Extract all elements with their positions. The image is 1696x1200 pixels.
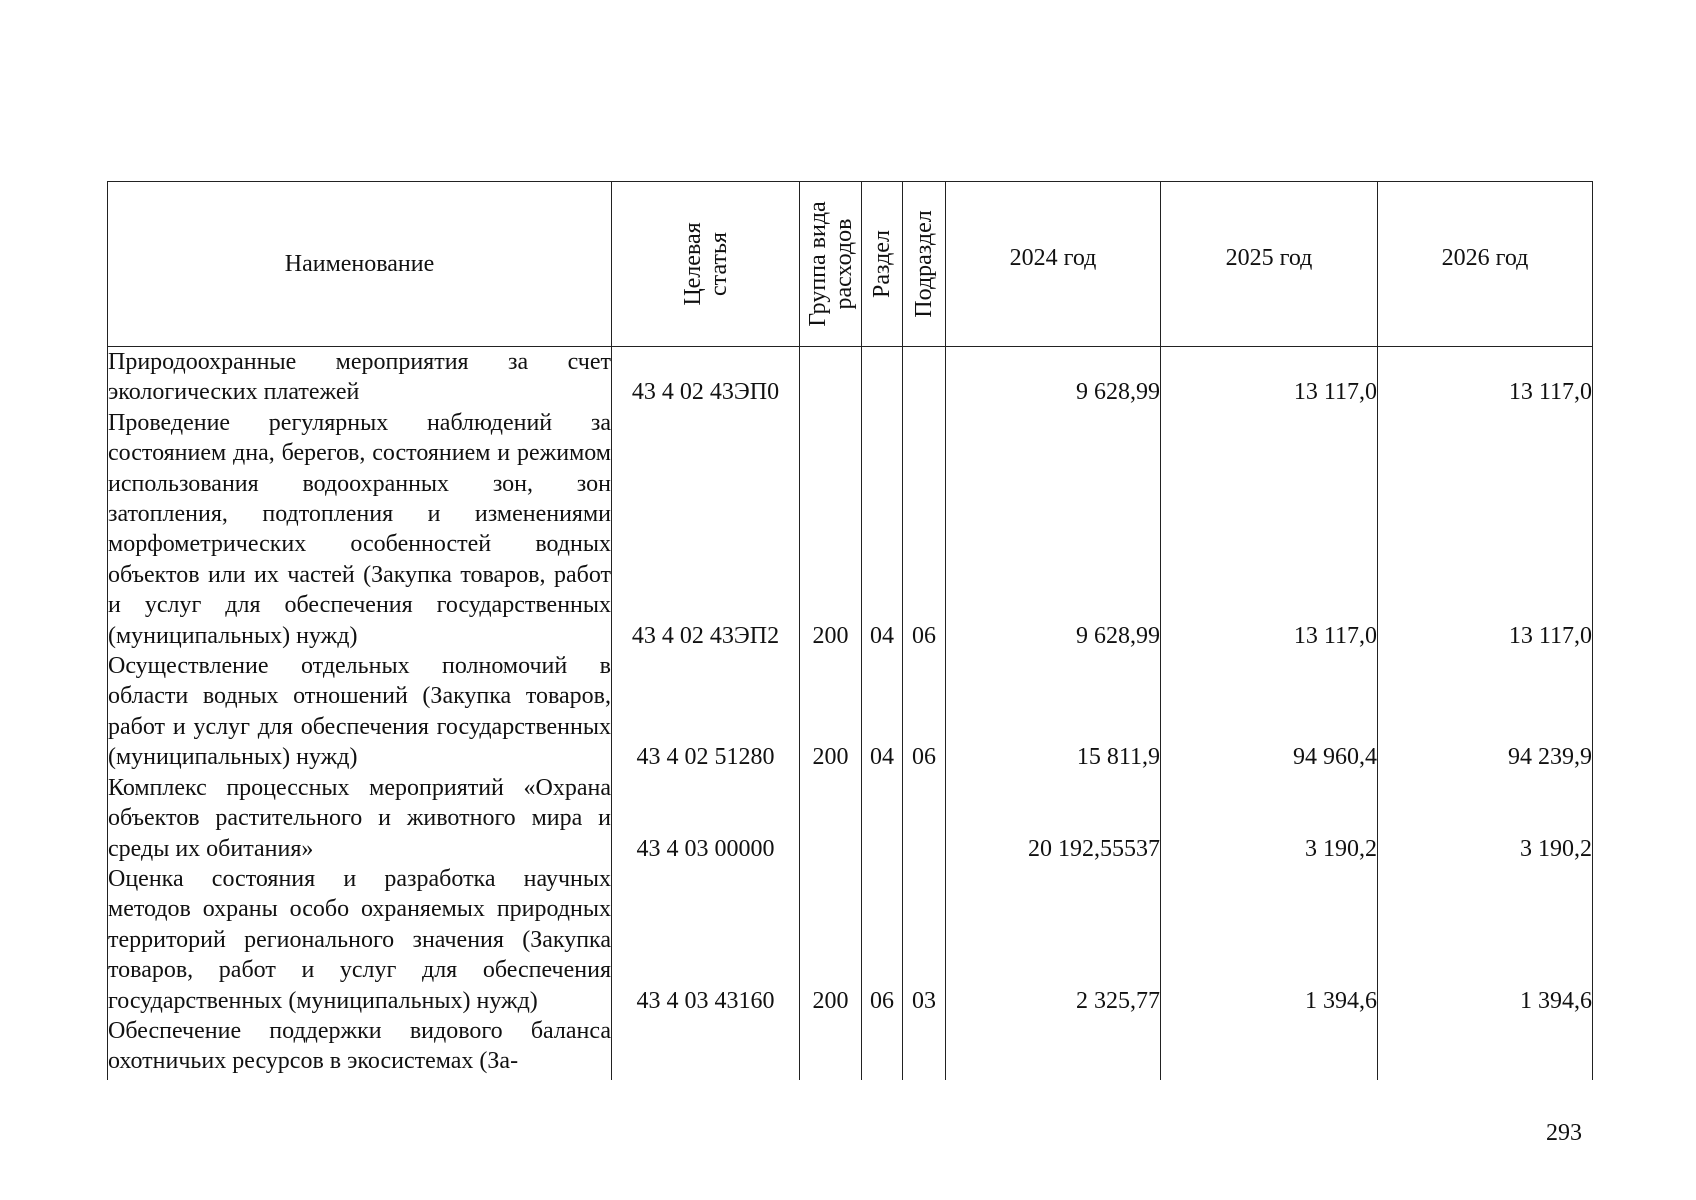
row-name: Оценка состояния и разработка научных методов охраны особо охраняемых природных территорий регионального значения (Закупка товаров, работ и услуг для обеспечения государственных (муниципальных) нужд) — [108, 864, 612, 1016]
row-2026: 94 239,9 — [1378, 651, 1593, 773]
row-2025: 1 394,6 — [1161, 864, 1378, 1016]
header-2025: 2025 год — [1161, 182, 1378, 347]
row-2026: 1 394,6 — [1378, 864, 1593, 1016]
row-2026 — [1378, 1016, 1593, 1080]
budget-table — [107, 181, 1593, 1080]
row-section: 04 — [862, 651, 903, 773]
row-name: Комплекс процессных мероприятий «Охрана объектов растительного и животного мира и среды их обитания» — [108, 773, 612, 864]
row-target-article: 43 4 03 43160 — [612, 864, 800, 1016]
row-target-article: 43 4 03 00000 — [612, 773, 800, 864]
row-2025: 3 190,2 — [1161, 773, 1378, 864]
row-name: Осуществление отдельных полномочий в области водных отношений (Закупка товаров, работ и услуг для обеспечения государственных (муниципальных) нужд) — [108, 651, 612, 773]
row-name: Природоохранные мероприятия за счет экологических платежей — [108, 347, 612, 408]
table-row — [108, 408, 1593, 651]
row-2024: 2 325,77 — [946, 864, 1161, 1016]
row-subsection: 06 — [903, 408, 946, 651]
row-2024 — [946, 1016, 1161, 1080]
row-target-article: 43 4 02 43ЭП0 — [612, 347, 800, 408]
table-body — [108, 347, 1593, 1080]
row-2024: 9 628,99 — [946, 408, 1161, 651]
header-section — [862, 182, 903, 347]
row-2024: 9 628,99 — [946, 347, 1161, 408]
table-row — [108, 651, 1593, 773]
row-section — [862, 773, 903, 864]
table-row — [108, 1016, 1593, 1080]
row-expense-group: 200 — [800, 408, 862, 651]
row-2025 — [1161, 1016, 1378, 1080]
row-2025: 13 117,0 — [1161, 408, 1378, 651]
row-2026: 3 190,2 — [1378, 773, 1593, 864]
row-section — [862, 1016, 903, 1080]
header-subsection-label: Подраздел — [911, 210, 937, 318]
row-section: 04 — [862, 408, 903, 651]
row-expense-group: 200 — [800, 651, 862, 773]
row-expense-group — [800, 1016, 862, 1080]
header-name: Наименование — [108, 182, 612, 347]
row-subsection — [903, 347, 946, 408]
header-2024: 2024 год — [946, 182, 1161, 347]
page-number: 293 — [1546, 1120, 1582, 1146]
header-2026: 2026 год — [1378, 182, 1593, 347]
row-target-article — [612, 1016, 800, 1080]
row-expense-group — [800, 347, 862, 408]
row-expense-group — [800, 773, 862, 864]
header-target-article-label: Целевая статья — [679, 222, 732, 306]
header-expense-group — [800, 182, 862, 347]
row-subsection: 03 — [903, 864, 946, 1016]
row-2025: 94 960,4 — [1161, 651, 1378, 773]
row-target-article: 43 4 02 43ЭП2 — [612, 408, 800, 651]
header-target-article — [612, 182, 800, 347]
row-2026: 13 117,0 — [1378, 347, 1593, 408]
row-2024: 15 811,9 — [946, 651, 1161, 773]
row-name: Проведение регулярных наблюдений за состоянием дна, берегов, состоянием и режимом использования водоохранных зон, зон затопления, подтопления и изменениями морфометрических особенностей водных объектов или их частей (Закупка товаров, работ и услуг для обеспечения государственных (муниципальных) нужд) — [108, 408, 612, 651]
table-row — [108, 347, 1593, 408]
row-section — [862, 347, 903, 408]
row-section: 06 — [862, 864, 903, 1016]
row-name: Обеспечение поддержки видового баланса охотничьих ресурсов в экосистемах (За- — [108, 1016, 612, 1080]
row-subsection — [903, 773, 946, 864]
header-section-label: Раздел — [869, 230, 895, 298]
table-row — [108, 773, 1593, 864]
table-header — [108, 182, 1593, 347]
table-row — [108, 864, 1593, 1016]
header-subsection — [903, 182, 946, 347]
row-2026: 13 117,0 — [1378, 408, 1593, 651]
header-expense-group-label: Группа вида расходов — [804, 201, 857, 327]
row-target-article: 43 4 02 51280 — [612, 651, 800, 773]
row-subsection: 06 — [903, 651, 946, 773]
row-expense-group: 200 — [800, 864, 862, 1016]
row-2024: 20 192,55537 — [946, 773, 1161, 864]
row-subsection — [903, 1016, 946, 1080]
row-2025: 13 117,0 — [1161, 347, 1378, 408]
